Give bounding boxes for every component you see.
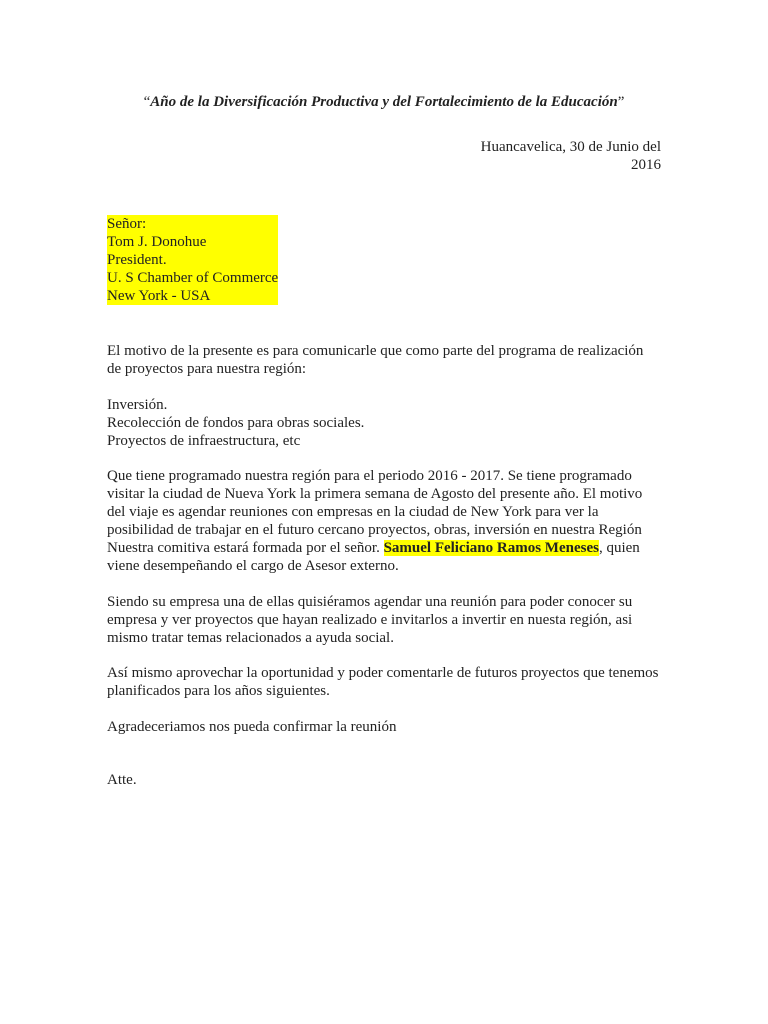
paragraph-line	[107, 539, 667, 557]
paragraph-line: del viaje es agendar reuniones con empresas en la ciudad de New York para ver la	[107, 504, 599, 520]
list-item: Proyectos de infraestructura, etc	[107, 433, 301, 449]
recipient-name: Tom J. Donohue	[107, 233, 278, 251]
paragraph-line: Siendo su empresa una de ellas quisiéramos agendar una reunión para poder conocer su	[107, 594, 633, 610]
future-projects-paragraph	[107, 664, 667, 700]
line-text: , quien	[598, 540, 640, 556]
recipient-block	[107, 215, 278, 305]
paragraph-line: visitar la ciudad de Nueva York la primera semana de Agosto del presente año. El motivo	[107, 486, 643, 502]
date-line-1: Huancavelica, 30 de Junio del	[480, 139, 661, 155]
recipient-organization: U. S Chamber of Commerce	[107, 270, 279, 286]
heading-motto: Año de la Diversificación Productiva y del Fortalecimiento de la Educación	[150, 94, 618, 110]
recipient-salutation: Señor:	[107, 215, 278, 233]
meeting-paragraph	[107, 593, 667, 647]
paragraph-line: posibilidad de trabajar en el futuro cercano proyectos, obras, inversión en nuestra Región	[107, 522, 642, 538]
confirmation-paragraph	[107, 718, 667, 736]
line-text: Nuestra comitiva estará formada por el señor.	[107, 540, 384, 556]
closing	[107, 771, 667, 789]
recipient-title: President.	[107, 251, 278, 269]
intro-paragraph	[107, 342, 667, 378]
list-item: Recolección de fondos para obras sociales.	[107, 415, 365, 431]
paragraph-line: Que tiene programado nuestra región para el periodo 2016 - 2017. Se tiene programado	[107, 468, 632, 484]
paragraph-line: viene desempeñando el cargo de Asesor externo.	[107, 558, 399, 574]
letter-heading	[0, 92, 768, 112]
paragraph-line: mismo tratar temas relacionados a ayuda social.	[107, 630, 394, 646]
recipient-location: New York - USA	[107, 287, 278, 305]
paragraph-line: Agradeceriamos nos pueda confirmar la reunión	[107, 719, 397, 735]
date-line-2: 2016	[631, 157, 661, 173]
highlighted-name: Samuel Feliciano Ramos Meneses	[383, 540, 599, 556]
paragraph-line: Así mismo aprovechar la oportunidad y poder comentarle de futuros proyectos que tenemos	[107, 665, 659, 681]
intro-line: El motivo de la presente es para comunicarle que como parte del programa de realización	[107, 343, 644, 359]
paragraph-line: planificados para los años siguientes.	[107, 683, 330, 699]
paragraph-line: empresa y ver proyectos que hayan realizado e invitarlos a invertir en nuesta región, asi	[107, 612, 633, 628]
list-item: Inversión.	[107, 397, 168, 413]
closing-text: Atte.	[107, 772, 137, 788]
travel-paragraph	[107, 467, 667, 575]
intro-line: de proyectos para nuestra región:	[107, 361, 307, 377]
heading-close-quote: ”	[617, 94, 625, 110]
heading-open-quote: “	[143, 94, 151, 110]
letter-date	[421, 138, 661, 174]
project-list	[107, 396, 667, 450]
